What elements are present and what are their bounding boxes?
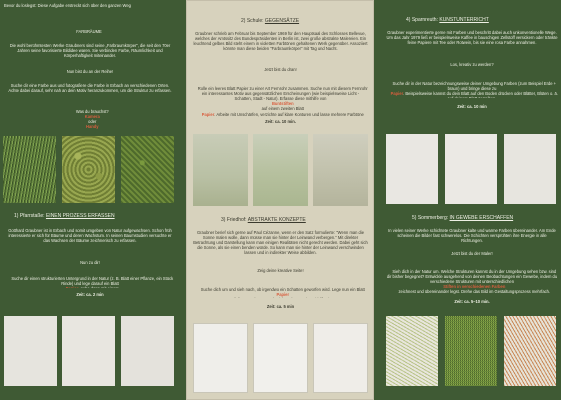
station5-body2-b: zeichnest und übereinander legst. Drehe das Bild im Gestaltungsprozess mehrfach. [398, 289, 551, 294]
station5-time: Zeit: ca. 5–10 min. [454, 299, 490, 304]
station2-body2 [193, 81, 368, 117]
station2-body2-a: Rolle ein leeres Blatt Papier zu einer Art Fernrohr zusammen. Suche nun mit diesem Fernrohr ein interessantes Motiv aus gegensätzlichen Erscheinungen (wie beispielsweise Licht - Schatten, Stadt - Natur). Erfasse diese mithilfe von [197, 86, 368, 102]
station3-prefix: 3) Friedhof: [221, 217, 247, 223]
station3-body2-a: Suche dich um und sieh nach, ob irgendwo ein Schatten geworfen wird. Lege nun ein Blatt [200, 287, 365, 293]
station2-body: Graubner schrieb am Februar bis September 1969 für den Hauptsaal des Schlosses Bellevue, welches der Amtssitz des Bundespräsidenten in Berlin ist, zwei große abstrakte Malereien. Ein leuchtend gelbes Bild steht einem in violetten Farbtönen gehaltenen Werk gegenüber. Assoziiert könnte man diese beiden "Farbraumkörper" mit Tag und Nacht. [193, 31, 368, 52]
shadow-3 [313, 323, 368, 393]
station4-heading [406, 17, 556, 23]
station3-tag: Zeig deine kreative Seite! [257, 268, 304, 273]
intro-body2: Suche dir eine Farbe aus und fotografiere die Farbe in Erbach an verschiedenen Orten. Achte dabei darauf, sehr nah an dein Motiv heranzukommen, um die Struktur zu erfassen. [8, 83, 172, 94]
sketch-3 [313, 134, 368, 206]
station4-title: KUNSTUNTERRICHT [439, 17, 489, 23]
weave-1 [386, 316, 438, 386]
station2-buntstifte: Buntstiften [271, 101, 294, 107]
station4-time: Zeit: ca. 10 min [457, 104, 487, 109]
station3-papier: Papier [276, 292, 290, 298]
station1-time: Zeit: ca. 2 min [76, 292, 104, 297]
station2-title: GEGENSÄTZE [264, 18, 300, 24]
station1-body2-b [78, 286, 119, 288]
station4-panel [382, 0, 561, 205]
station2-time: Zeit: ca. 10 min. [265, 119, 296, 124]
color-print-1 [386, 134, 438, 204]
intro-note: Bevor du loslegst: Diese Aufgabe erstreckt sich über den ganzen Weg [4, 3, 131, 8]
need-prefix: Was du brauchst? [75, 109, 109, 115]
station5-body2-a: Sieh dich in der Natur um. Welche Strukturen kannst du in der Umgebung sehen bzw. sind dir bisher begegnet? Entwickle ausgehend von deinen Beobachtungen ein Gewebe, indem du verschiedene Strukturen mit unterschiedlichen [386, 269, 558, 285]
station3-body2-b [230, 297, 336, 298]
station5-prefix: 5) Sommerberg: [412, 215, 449, 221]
station3-title: ABSTRAKTE KONZEPTE [247, 217, 306, 223]
photo-leaf [121, 136, 174, 203]
station4-tag: Los, kreativ zu werden? [450, 62, 494, 67]
station1-body: Gotthard Graubner ist in Erbach und somit umgeben von Natur aufgewachsen. Schon früh interessierte er sich für Bäume und deren Wachstum. In seinen Baumstudien versuchte er das Wachsen der Bäume zeichnerisch zu erfassen. [8, 228, 173, 244]
intro-panel [0, 0, 178, 146]
sketch-2 [253, 134, 308, 206]
frottage-3 [121, 316, 174, 386]
station1-heading [14, 213, 179, 219]
station1-body2 [6, 271, 174, 288]
shadow-2 [253, 323, 308, 393]
intro-tag: Nun bist du an der Reihe! [66, 69, 114, 74]
sketch-1 [193, 134, 248, 206]
station4-prefix: 4) Sparnreuth: [406, 17, 438, 23]
need-camera: Kamera [84, 114, 100, 120]
station3-body: Graubner berief sich gerne auf Paul Cézanne, wenn er den Satz formulierte: "Wenn man die Sonne malen wolle, dann müsse man sie hinter der Leinwand verbergen." Mit direkter Betrachtung und Darstellung kann man einigen Realitäten nicht gerecht werden. Dabei geht sich die Sonne, als sie einen benden würde. So kann man sie hinter der Leinwand verschwinden lassen und in indirekter Weise abbilden. [193, 230, 368, 256]
station5-title: IN GEWEBE ERSCHAFFEN [449, 215, 514, 221]
station1-papier [66, 286, 79, 288]
need-phone: Handy [86, 124, 99, 130]
photo-moss [62, 136, 115, 203]
station2-body2-c: . Arbeite mit Unschärfen, verzichte auf klare Konturen und lasse mehrere Farbtöne [214, 111, 364, 117]
station5-heading [412, 215, 560, 221]
station3-body2 [193, 282, 368, 298]
station1-tag: Nun zu dir! [80, 260, 100, 265]
station1-panel [0, 210, 178, 400]
station4-body: Graubner experimentierte gerne mit Farben und beschritt dabei auch unkonventionelle Wege. Um das Jahr 1979 ließ er beispielsweise Kaffee in bauschigen Zellstoff versickern oder tränkte feine Papiere mit Tee oder Rotwein, bis sie eine rosa Farbe annahmen. [386, 30, 558, 46]
intro-title: FARBRÄUME [76, 29, 102, 34]
station5-panel [382, 210, 561, 400]
weave-3 [504, 316, 556, 386]
station2-papier: Papier [201, 111, 215, 117]
frottage-2 [62, 316, 115, 386]
station3-heading [221, 217, 371, 223]
station4-body2 [386, 76, 558, 98]
station5-stifte: Stiften in verschiedenen Farben [443, 284, 506, 290]
station2-tag: Jetzt bist du dran! [264, 67, 297, 72]
intro-body: Die wohl berühmtesten Werke Graubners sind seine „Farbraumkörper“, die seit den 70er Jahren seine favorisierte Bildidee waren. Sie verbinden Farbe, Räumlichkeit und Körperhaftigkeit miteinander. [9, 43, 172, 59]
center-panel [186, 0, 374, 400]
color-print-3 [504, 134, 556, 204]
station1-body2-a: Suche dir einen strukturierten Untergrund in der Natur (z. B. Blatt einer Pflanze, ein Stück Rinde) und lege darauf ein Blatt [11, 276, 174, 287]
station1-prefix: 1) Pfarrstaße: [14, 213, 45, 219]
color-print-2 [445, 134, 497, 204]
station2-body2-b: auf einem zweiten Blatt [261, 106, 304, 112]
frottage-1 [4, 316, 57, 386]
station4-body2-b: . Beispielsweise kannst du dein Blatt auf den Boden drücken oder Blätter, Blüten o. ä. [403, 91, 558, 97]
intro-need [6, 104, 174, 135]
photo-grass [3, 136, 56, 203]
station5-body2 [386, 264, 558, 294]
station5-tag: Jetzt bist du der Maler! [451, 251, 493, 256]
station2-heading [241, 18, 371, 24]
station1-title: EINEN PROZESS ERFASSEN [45, 213, 115, 219]
station4-body2-a: Suche dir in der Natur bezeichnungsweise deiner Umgebung Farben (zum Beispiel Erde + braun) und bringe diese zu [392, 81, 558, 92]
station5-body: In vielen seiner Werke schichtete Graubner kalte und warme Farben übereinander. Am Ende scheinen die Bilder fast schwerelos. Die Schichten versprühten ihre Energie in alle Richtungen. [388, 228, 557, 244]
station3-time: Zeit: ca. 5 min [266, 304, 295, 309]
station2-prefix: 2) Schule: [241, 18, 264, 24]
weave-2 [445, 316, 497, 386]
shadow-1 [193, 323, 248, 393]
need-or: oder [88, 119, 97, 125]
station4-papier: Papier [390, 91, 404, 97]
